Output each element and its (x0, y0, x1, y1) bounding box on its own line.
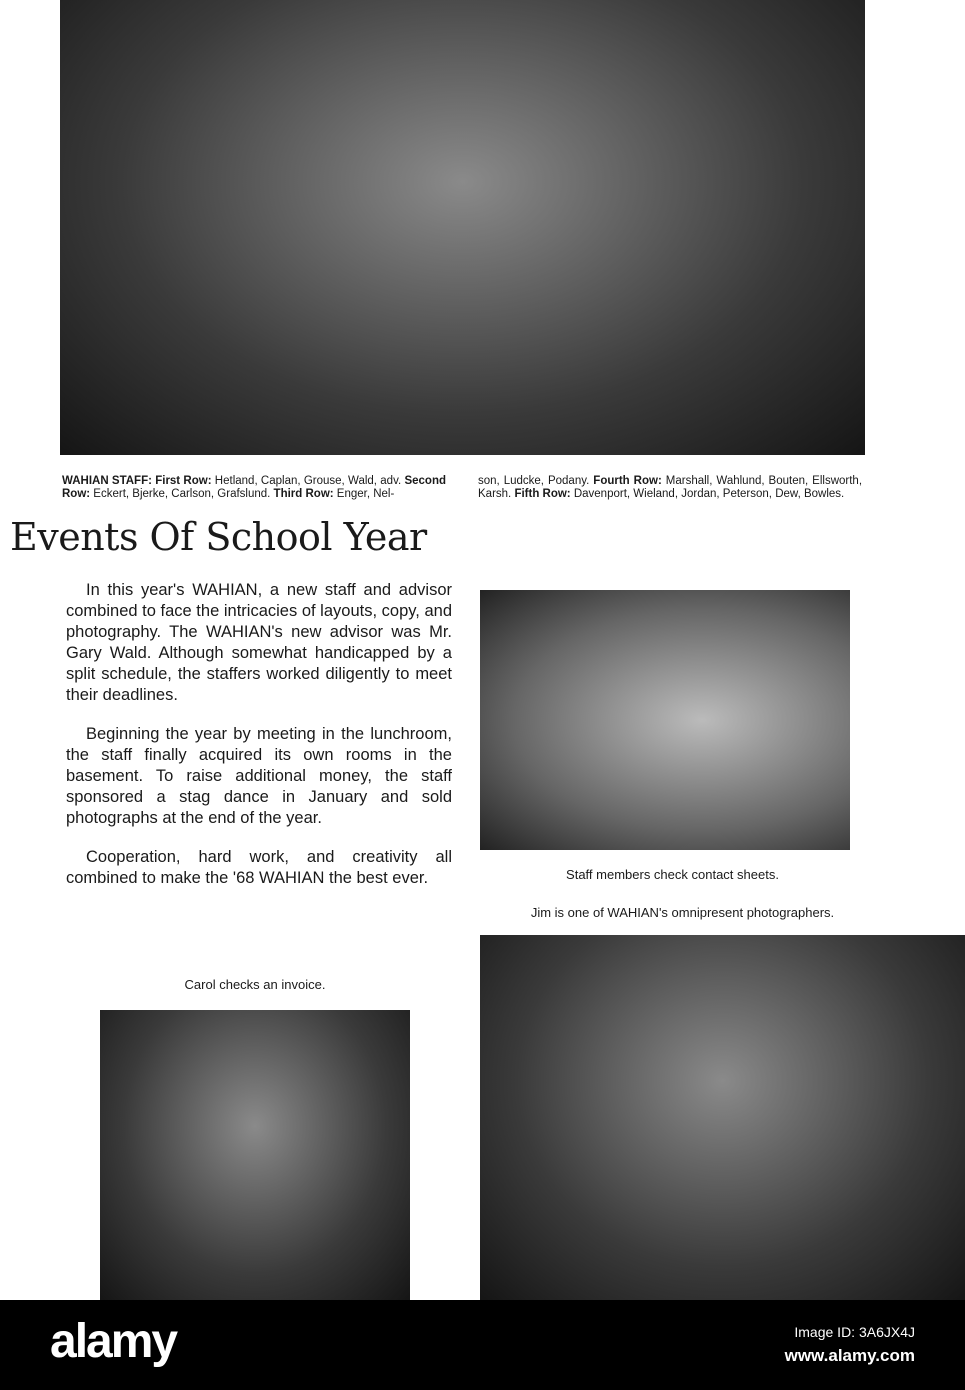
staff-group-photo (60, 0, 865, 455)
jim-photo (480, 935, 965, 1300)
staff-caption-right: son, Ludcke, Podany. Fourth Row: Marshall, Wahlund, Bouten, Ellsworth, Karsh. Fifth Row: Davenport, Wieland, Jordan, Peterson, Dew, Bowles. (478, 475, 863, 500)
carol-photo (100, 1010, 410, 1300)
watermark-footer (0, 1300, 965, 1390)
image-id: Image ID: 3A6JX4J (794, 1324, 915, 1340)
staff-caption-left: WAHIAN STAFF: First Row: Hetland, Caplan, Grouse, Wald, adv. Second Row: Eckert, Bjerke, Carlson, Grafslund. Third Row: Enger, Nel- (62, 475, 446, 500)
paragraph: Cooperation, hard work, and creativity all combined to make the '68 WAHIAN the best ever. (66, 848, 452, 887)
contact-sheets-photo (480, 590, 850, 850)
page-title: Events Of School Year (10, 515, 427, 559)
staff-caption: Staff members check contact sheets. (566, 867, 779, 882)
alamy-logo: alamy (50, 1315, 177, 1368)
article-body (66, 580, 452, 907)
alamy-url[interactable]: www.alamy.com (784, 1346, 915, 1365)
carol-caption: Carol checks an invoice. (184, 977, 326, 992)
paragraph: Beginning the year by meeting in the lunchroom, the staff finally acquired its own rooms in the basement. To raise additional money, the staff sponsored a stag dance in January and sold photographs at the end of the year. (66, 725, 452, 827)
paragraph: In this year's WAHIAN, a new staff and advisor combined to face the intricacies of layouts, copy, and photography. The WAHIAN's new advisor was Mr. Gary Wald. Although somewhat handicapped by a split schedule, the staffers worked diligently to meet their deadlines. (66, 581, 452, 704)
jim-caption: Jim is one of WAHIAN's omnipresent photographers. (530, 905, 835, 920)
